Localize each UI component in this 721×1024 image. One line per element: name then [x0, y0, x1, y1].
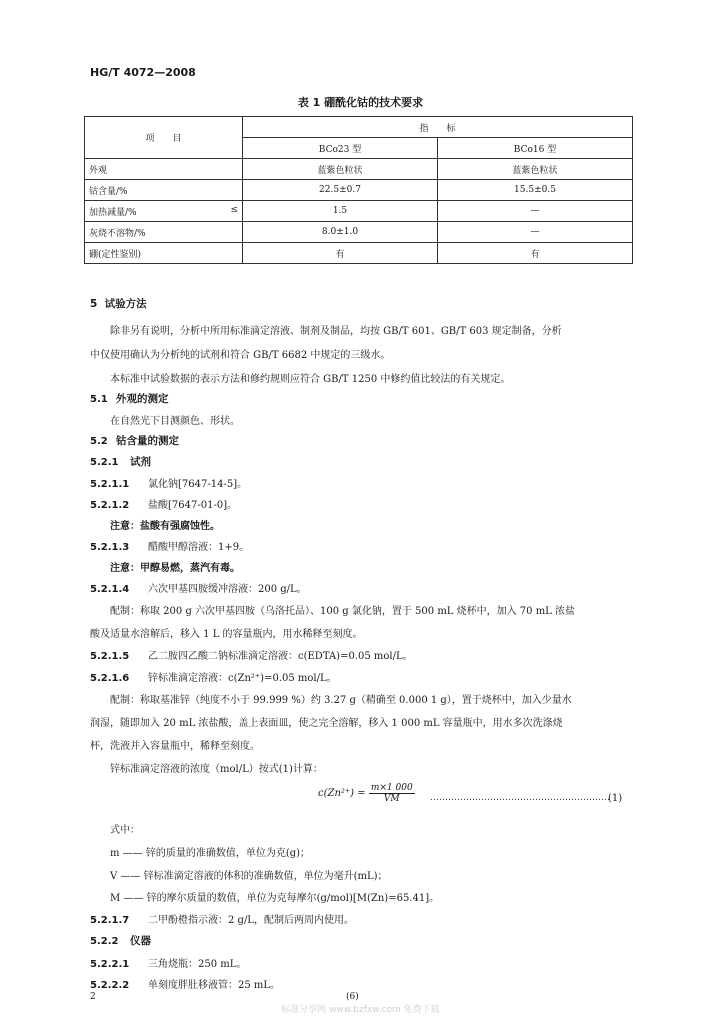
formula-number: (1)	[608, 793, 623, 804]
section-5-heading: 5 试验方法	[90, 298, 147, 310]
clause-5-2-1-6: 5.2.1.6 锌标准滴定溶液：c(Zn²⁺)=0.05 mol/L。	[90, 673, 337, 684]
section-5-2-2-heading: 5.2.2 仪器	[90, 935, 151, 947]
row-value-1: 8.0±1.0	[243, 222, 438, 243]
row-value-2: 蓝紫色粒状	[438, 159, 633, 180]
paragraph: 式中：	[110, 825, 140, 836]
paragraph: 杯，洗液并入容量瓶中，稀释至刻度。	[90, 741, 260, 752]
table-row	[85, 222, 633, 243]
clause-5-2-1-2: 5.2.1.2 盐酸[7647-01-0]。	[90, 500, 238, 511]
clause-5-2-2-1: 5.2.2.1 三角烧瓶：250 mL。	[90, 959, 247, 970]
caution-note: 注意：甲醇易燃，蒸汽有毒。	[110, 563, 240, 574]
spec-table	[84, 116, 633, 264]
row-value-2: 有	[438, 243, 633, 264]
row-value-1: 有	[243, 243, 438, 264]
row-value-1: 蓝紫色粒状	[243, 159, 438, 180]
col-bco23: BCo23 型	[243, 138, 438, 159]
paragraph: 锌标准滴定溶液的浓度（mol/L）按式(1)计算：	[110, 764, 323, 775]
clause-5-2-1-7: 5.2.1.7 二甲酚橙指示液：2 g/L，配制后两周内使用。	[90, 915, 354, 926]
clause-5-2-1-5: 5.2.1.5 乙二胺四乙酸二钠标准滴定溶液：c(EDTA)=0.05 mol/L。	[90, 651, 413, 662]
paragraph: 酸及适量水溶解后，移入 1 L 的容量瓶内，用水稀释至刻度。	[90, 629, 363, 640]
row-value-2: —	[438, 222, 633, 243]
table-row	[85, 180, 633, 201]
table-row	[85, 201, 633, 222]
definition: M —— 锌的摩尔质量的数值，单位为克每摩尔(g/mol)[M(Zn)=65.41]。	[110, 893, 440, 904]
paragraph: 本标准中试验数据的表示方法和修约规则应符合 GB/T 1250 中修约值比较法的有关规定。	[110, 374, 511, 385]
item-header: 项 目	[85, 117, 243, 159]
row-item: 外观	[85, 159, 243, 180]
formula-leader: ……………………………………………………	[430, 793, 610, 803]
table-header-row	[85, 117, 633, 138]
row-value-1: 22.5±0.7	[243, 180, 438, 201]
row-item: 硼(定性鉴别)	[85, 243, 243, 264]
standard-code: HG/T 4072—2008	[90, 66, 196, 79]
paragraph: 润湿，随即加入 20 mL 浓盐酸，盖上表面皿，使之完全溶解，移入 1 000 mL 容量瓶中，用水多次洗涤烧	[90, 718, 563, 729]
row-item: 灰烧不溶物/%	[85, 222, 243, 243]
paragraph: 在自然光下目测颜色、形状。	[110, 416, 240, 427]
row-item: 加热减量/% ≤	[85, 201, 243, 222]
watermark: 标准分享网 www.bzfxw.com 免费下载	[281, 1005, 440, 1015]
row-value-2: 15.5±0.5	[438, 180, 633, 201]
row-item: 钴含量/%	[85, 180, 243, 201]
page-number: 2	[90, 992, 96, 1002]
table-row	[85, 243, 633, 264]
clause-5-2-2-2: 5.2.2.2 单刻度胖肚移液管：25 mL。	[90, 980, 281, 991]
clause-5-2-1-4: 5.2.1.4 六次甲基四胺缓冲溶液：200 g/L。	[90, 584, 307, 595]
row-value-2: —	[438, 201, 633, 222]
section-5-2-1-heading: 5.2.1 试剂	[90, 456, 151, 468]
paragraph: 除非另有说明，分析中所用标准滴定溶液、制剂及制品，均按 GB/T 601、GB/T 603 规定制备，分析	[110, 326, 562, 337]
row-value-1: 1.5	[243, 201, 438, 222]
clause-5-2-1-1: 5.2.1.1 氯化钠[7647-14-5]。	[90, 479, 248, 490]
formula: c(Zn²⁺) = $\frac{m\times 1 000}{VM}$	[318, 783, 413, 804]
paragraph: 配制：称取 200 g 六次甲基四胺（乌洛托品）、100 g 氯化钠，置于 500 mL 烧杯中，加入 70 mL 浓盐	[110, 606, 575, 617]
clause-5-2-1-3: 5.2.1.3 醋酸甲醇溶液：1+9。	[90, 542, 250, 553]
definition: V —— 锌标准滴定溶液的体积的准确数值，单位为毫升(mL)；	[110, 871, 388, 882]
caution-note: 注意：盐酸有强腐蚀性。	[110, 521, 220, 532]
paragraph: 中仅使用确认为分析纯的试剂和符合 GB/T 6682 中规定的三级水。	[90, 350, 391, 361]
paragraph: 配制：称取基准锌（纯度不小于 99.999 %）约 3.27 g（精确至 0.000 1 g），置于烧杯中，加入少量水	[110, 695, 572, 706]
table-row	[85, 159, 633, 180]
section-5-1-heading: 5.1 外观的测定	[90, 393, 169, 405]
col-bco16: BCo16 型	[438, 138, 633, 159]
table-caption: 表 1 硼酰化钴的技术要求	[297, 96, 424, 109]
spec-header: 指 标	[243, 117, 633, 138]
sequence-number: (6)	[346, 992, 359, 1002]
section-5-2-heading: 5.2 钴含量的测定	[90, 435, 179, 447]
definition: m —— 锌的质量的准确数值，单位为克(g)；	[110, 848, 311, 859]
